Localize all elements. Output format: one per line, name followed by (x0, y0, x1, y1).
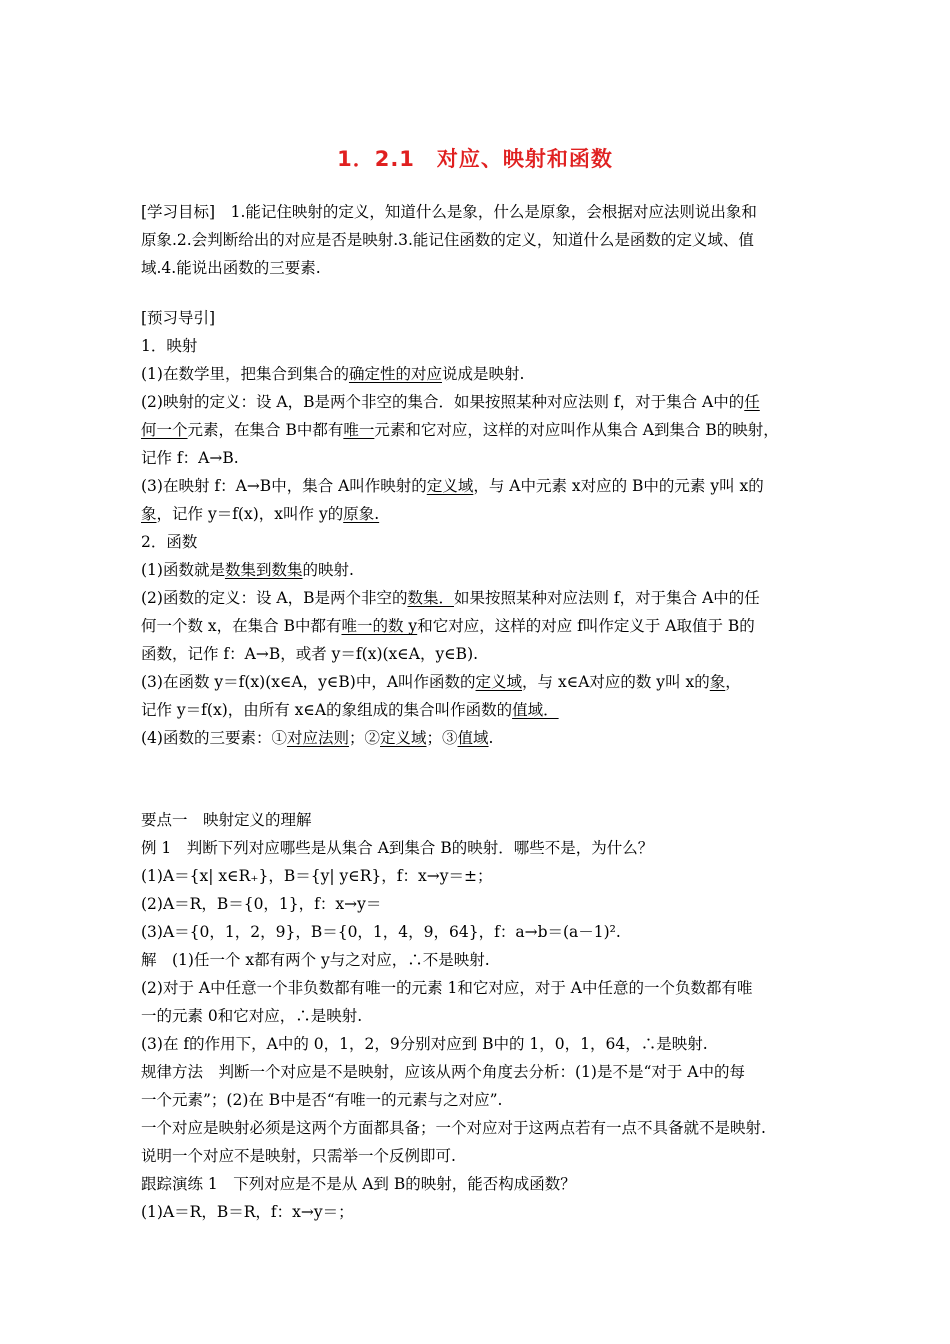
example-question: 例 1 判断下列对应哪些是从集合 A到集合 B的映射．哪些不是，为什么？ (141, 839, 654, 857)
blank-answer: 唯一的数 y (341, 617, 418, 635)
blank-answer: 定义域 (475, 673, 523, 691)
blank-answer: 确定性的对应 (348, 365, 442, 383)
objective-line: 原象.2.会判断给出的对应是否是映射.3.能记住函数的定义，知道什么是函数的定义域、值 (141, 231, 754, 249)
blank-answer: 象 (709, 673, 726, 691)
mapping-def-line-2: 何一个元素，在集合 B中都有唯一元素和它对应，这样的对应叫作从集合 A到集合 B的映射， (141, 421, 779, 439)
blank-answer: 象 (141, 505, 157, 523)
blank-answer: 定义域 (426, 477, 474, 495)
blank-answer: 值域 (457, 729, 489, 747)
key-point-section (141, 806, 821, 1226)
learning-objectives (141, 198, 821, 282)
practice-question: 跟踪演练 1 下列对应是不是从 A到 B的映射，能否构成函数？ (141, 1175, 576, 1193)
method-line: 规律方法 判断一个对应是不是映射，应该从两个角度去分析：(1)是不是“对于 A中的每 (141, 1063, 746, 1081)
document-body (141, 198, 821, 1226)
method-line: 说明一个对应不是映射，只需举一个反例即可. (141, 1147, 456, 1165)
function-domain-line-1: (3)在函数 y＝f(x)(x∈A，y∈B)中，A叫作函数的定义域，与 x∈A对应的数 y叫 x的象， (141, 673, 741, 691)
example-item: (2)A＝R，B＝{0，1}，f：x→y＝ (141, 895, 382, 913)
function-def-line-3: 函数，记作 f：A→B，或者 y＝f(x)(x∈A，y∈B). (141, 645, 479, 663)
preview-heading: [预习导引] (141, 309, 216, 327)
function-elements-line: (4)函数的三要素：①对应法则；②定义域；③值域. (141, 729, 494, 747)
preview-section (141, 304, 821, 752)
blank-answer: 值域． (512, 701, 559, 719)
method-line: 一个元素”；(2)在 B中是否“有唯一的元素与之对应”. (141, 1091, 503, 1109)
blank-answer: 何一个 (141, 421, 188, 439)
blank-answer: 唯一 (343, 421, 375, 439)
function-line-1: (1)函数就是数集到数集的映射. (141, 561, 354, 579)
blank-answer: 数集到数集 (224, 561, 303, 579)
mapping-domain-line-2: 象，记作 y＝f(x)，x叫作 y的原象. (141, 505, 380, 523)
mapping-heading: 1．映射 (141, 337, 198, 355)
function-heading: 2．函数 (141, 533, 198, 551)
function-domain-line-2: 记作 y＝f(x)，由所有 x∈A的象组成的集合叫作函数的值域． (141, 701, 559, 719)
solution-line: (3)在 f的作用下，A中的 0，1，2，9分别对应到 B中的 1，0，1，64，∴是映射. (141, 1035, 708, 1053)
solution-line: 一的元素 0和它对应，∴是映射. (141, 1007, 363, 1025)
function-def-line-2: 何一个数 x，在集合 B中都有唯一的数 y和它对应，这样的对应 f叫作定义于 A取值于 B的 (141, 617, 755, 635)
blank-answer: 原象. (343, 505, 380, 523)
method-line: 一个对应是映射必须是这两个方面都具备；一个对应对于这两点若有一点不具备就不是映射. (141, 1119, 766, 1137)
solution-line: 解 (1)任一个 x都有两个 y与之对应，∴不是映射. (141, 951, 490, 969)
practice-item: (1)A＝R，B＝R，f：x→y＝； (141, 1203, 354, 1221)
solution-line: (2)对于 A中任意一个非负数都有唯一的元素 1和它对应，对于 A中任意的一个负数都有唯 (141, 979, 753, 997)
mapping-line-1: (1)在数学里，把集合到集合的确定性的对应说成是映射. (141, 365, 525, 383)
mapping-def-line-3: 记作 f：A→B. (141, 449, 239, 467)
function-def-line-1: (2)函数的定义：设 A，B是两个非空的数集．如果按照某种对应法则 f，对于集合 A中的任 (141, 589, 760, 607)
key-point-heading: 要点一 映射定义的理解 (141, 811, 312, 829)
blank-answer: 定义域 (380, 729, 427, 747)
example-item: (1)A＝{x| x∈R₊}，B＝{y| y∈R}，f：x→y＝±； (141, 867, 493, 885)
blank-answer: 数集． (407, 589, 454, 607)
blank-answer: 对应法则 (286, 729, 349, 747)
mapping-domain-line-1: (3)在映射 f：A→B中，集合 A叫作映射的定义域，与 A中元素 x对应的 B中的元素 y叫 x的 (141, 477, 764, 495)
objective-line: 域.4.能说出函数的三要素. (141, 259, 321, 277)
mapping-def-line-1: (2)映射的定义：设 A，B是两个非空的集合．如果按照某种对应法则 f，对于集合 A中的任 (141, 393, 760, 411)
objective-line: [学习目标] 1.能记住映射的定义，知道什么是象，什么是原象，会根据对应法则说出象和 (141, 203, 757, 221)
example-item: (3)A＝{0，1，2，9}，B＝{0，1，4，9，64}，f：a→b＝(a－1)². (141, 923, 621, 941)
blank-answer: 任 (744, 393, 760, 411)
document-title: 1．2.1 对应、映射和函数 (337, 147, 613, 171)
